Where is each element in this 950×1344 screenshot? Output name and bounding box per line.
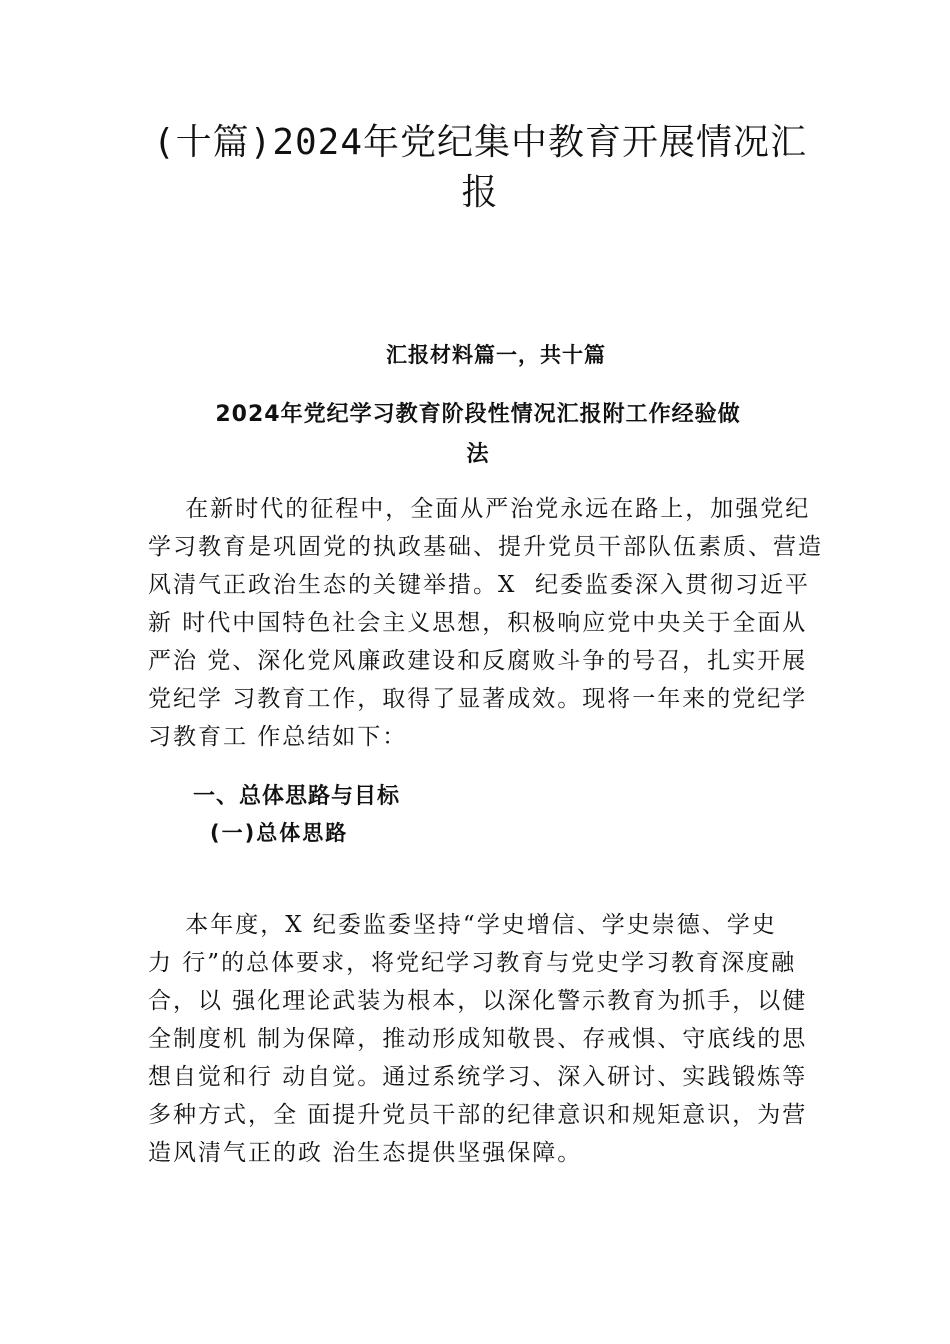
article-title-line: 法: [466, 442, 490, 467]
document-title: [150, 118, 810, 218]
paragraph-line: 新 时代中国特色社会主义思想，积极响应党中央关于全面从: [148, 610, 808, 636]
intro-paragraph: [148, 490, 823, 756]
article-title-line: 2024年党纪学习教育阶段性情况汇报附工作经验做: [215, 402, 741, 427]
paragraph-line: 习教育工 作总结如下：: [148, 724, 408, 750]
paragraph-line: 严治 党、深化党风廉政建设和反腐败斗争的号召，扎实开展: [148, 648, 808, 674]
paragraph-line: 合，以 强化理论武装为根本，以深化警示教育为抓手，以健: [148, 988, 808, 1014]
paragraph-line: 本年度，X 纪委监委坚持“学史增信、学史崇德、学史: [148, 912, 777, 938]
paragraph-line: 全制度机 制为保障，推动形成知敬畏、存戒惧、守底线的思: [148, 1026, 808, 1052]
body-paragraph: [148, 906, 808, 1172]
document-title-line: (十篇)2024年党纪集中教育开展情况汇: [152, 122, 808, 163]
subsection-heading: (一)总体思路: [210, 821, 349, 845]
paragraph-line: 力 行”的总体要求，将党纪学习教育与党史学习教育深度融: [148, 950, 797, 976]
document-title-line: 报: [461, 172, 499, 213]
section-heading: 一、总体思路与目标: [193, 784, 401, 809]
series-label: 汇报材料篇一，共十篇: [386, 343, 606, 367]
paragraph-line: 造风清气正的政 治生态提供坚强保障。: [148, 1140, 583, 1166]
paragraph-line: 风清气正政治生态的关键举措。X 纪委监委深入贯彻习近平: [148, 572, 810, 598]
article-title: [148, 395, 808, 475]
paragraph-line: 党纪学 习教育工作，取得了显著成效。现将一年来的党纪学: [148, 686, 808, 712]
paragraph-line: 学习教育是巩固党的执政基础、提升党员干部队伍素质、营造: [148, 534, 823, 560]
paragraph-line: 想自觉和行 动自觉。通过系统学习、深入研讨、实践锻炼等: [148, 1064, 808, 1090]
paragraph-line: 多种方式，全 面提升党员干部的纪律意识和规矩意识，为营: [148, 1102, 808, 1128]
paragraph-line: 在新时代的征程中，全面从严治党永远在路上，加强党纪: [148, 496, 811, 522]
